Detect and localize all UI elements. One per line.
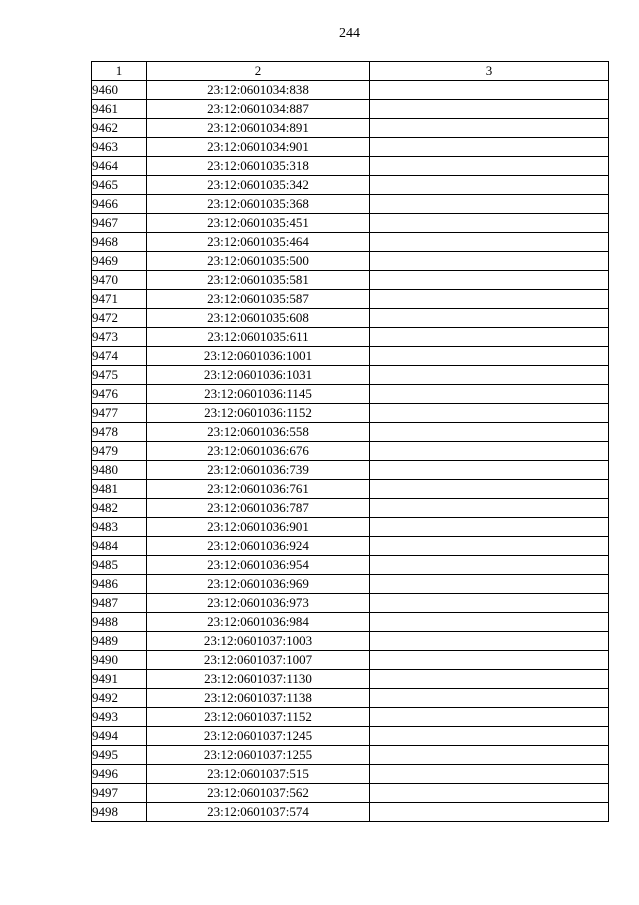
notes-cell bbox=[370, 556, 609, 575]
notes-cell bbox=[370, 119, 609, 138]
row-number-cell: 9471 bbox=[92, 290, 147, 309]
notes-cell bbox=[370, 290, 609, 309]
table-row bbox=[92, 385, 609, 404]
row-number-cell: 9490 bbox=[92, 651, 147, 670]
cadastral-table bbox=[91, 61, 609, 822]
cadastral-number-cell: 23:12:0601036:1001 bbox=[147, 347, 370, 366]
row-number-cell: 9481 bbox=[92, 480, 147, 499]
cadastral-number-cell: 23:12:0601036:1145 bbox=[147, 385, 370, 404]
row-number-cell: 9460 bbox=[92, 81, 147, 100]
notes-cell bbox=[370, 613, 609, 632]
cadastral-number-cell: 23:12:0601037:574 bbox=[147, 803, 370, 822]
table-row bbox=[92, 233, 609, 252]
notes-cell bbox=[370, 689, 609, 708]
cadastral-number-cell: 23:12:0601036:676 bbox=[147, 442, 370, 461]
notes-cell bbox=[370, 195, 609, 214]
notes-cell bbox=[370, 176, 609, 195]
row-number-cell: 9468 bbox=[92, 233, 147, 252]
cadastral-number-cell: 23:12:0601036:954 bbox=[147, 556, 370, 575]
row-number-cell: 9476 bbox=[92, 385, 147, 404]
cadastral-number-cell: 23:12:0601034:891 bbox=[147, 119, 370, 138]
row-number-cell: 9492 bbox=[92, 689, 147, 708]
table-row bbox=[92, 119, 609, 138]
notes-cell bbox=[370, 708, 609, 727]
table-row bbox=[92, 138, 609, 157]
cadastral-number-cell: 23:12:0601037:1138 bbox=[147, 689, 370, 708]
notes-cell bbox=[370, 347, 609, 366]
notes-cell bbox=[370, 214, 609, 233]
cadastral-number-cell: 23:12:0601035:451 bbox=[147, 214, 370, 233]
cadastral-number-cell: 23:12:0601035:342 bbox=[147, 176, 370, 195]
row-number-cell: 9482 bbox=[92, 499, 147, 518]
cadastral-number-cell: 23:12:0601037:1255 bbox=[147, 746, 370, 765]
column-header-1: 1 bbox=[92, 62, 147, 81]
notes-cell bbox=[370, 366, 609, 385]
notes-cell bbox=[370, 81, 609, 100]
row-number-cell: 9465 bbox=[92, 176, 147, 195]
table-row bbox=[92, 632, 609, 651]
table-row bbox=[92, 461, 609, 480]
notes-cell bbox=[370, 442, 609, 461]
cadastral-number-cell: 23:12:0601035:611 bbox=[147, 328, 370, 347]
cadastral-number-cell: 23:12:0601036:761 bbox=[147, 480, 370, 499]
notes-cell bbox=[370, 328, 609, 347]
row-number-cell: 9464 bbox=[92, 157, 147, 176]
row-number-cell: 9477 bbox=[92, 404, 147, 423]
table-row bbox=[92, 81, 609, 100]
row-number-cell: 9483 bbox=[92, 518, 147, 537]
row-number-cell: 9494 bbox=[92, 727, 147, 746]
column-header-3: 3 bbox=[370, 62, 609, 81]
row-number-cell: 9491 bbox=[92, 670, 147, 689]
cadastral-number-cell: 23:12:0601037:1152 bbox=[147, 708, 370, 727]
table-row bbox=[92, 195, 609, 214]
table-row bbox=[92, 594, 609, 613]
table-row bbox=[92, 100, 609, 119]
row-number-cell: 9488 bbox=[92, 613, 147, 632]
notes-cell bbox=[370, 271, 609, 290]
table-row bbox=[92, 366, 609, 385]
table-row bbox=[92, 537, 609, 556]
notes-cell bbox=[370, 746, 609, 765]
table-row bbox=[92, 252, 609, 271]
table-row bbox=[92, 442, 609, 461]
table-row bbox=[92, 708, 609, 727]
row-number-cell: 9467 bbox=[92, 214, 147, 233]
table-row bbox=[92, 651, 609, 670]
notes-cell bbox=[370, 727, 609, 746]
column-header-2: 2 bbox=[147, 62, 370, 81]
table-body bbox=[92, 81, 609, 822]
row-number-cell: 9474 bbox=[92, 347, 147, 366]
cadastral-number-cell: 23:12:0601035:581 bbox=[147, 271, 370, 290]
row-number-cell: 9475 bbox=[92, 366, 147, 385]
notes-cell bbox=[370, 499, 609, 518]
table-row bbox=[92, 404, 609, 423]
notes-cell bbox=[370, 138, 609, 157]
notes-cell bbox=[370, 423, 609, 442]
cadastral-number-cell: 23:12:0601037:1130 bbox=[147, 670, 370, 689]
table-row bbox=[92, 670, 609, 689]
cadastral-number-cell: 23:12:0601037:1245 bbox=[147, 727, 370, 746]
row-number-cell: 9462 bbox=[92, 119, 147, 138]
page-number: 244 bbox=[339, 26, 360, 41]
cadastral-number-cell: 23:12:0601034:887 bbox=[147, 100, 370, 119]
row-number-cell: 9497 bbox=[92, 784, 147, 803]
cadastral-number-cell: 23:12:0601037:1003 bbox=[147, 632, 370, 651]
table-row bbox=[92, 176, 609, 195]
table-row bbox=[92, 328, 609, 347]
table-row bbox=[92, 290, 609, 309]
table-row bbox=[92, 803, 609, 822]
row-number-cell: 9466 bbox=[92, 195, 147, 214]
notes-cell bbox=[370, 100, 609, 119]
cadastral-number-cell: 23:12:0601036:901 bbox=[147, 518, 370, 537]
table-row bbox=[92, 727, 609, 746]
cadastral-number-cell: 23:12:0601035:368 bbox=[147, 195, 370, 214]
cadastral-number-cell: 23:12:0601035:587 bbox=[147, 290, 370, 309]
cadastral-number-cell: 23:12:0601034:838 bbox=[147, 81, 370, 100]
notes-cell bbox=[370, 480, 609, 499]
cadastral-number-cell: 23:12:0601036:924 bbox=[147, 537, 370, 556]
table-row bbox=[92, 575, 609, 594]
cadastral-number-cell: 23:12:0601036:1031 bbox=[147, 366, 370, 385]
table-row bbox=[92, 556, 609, 575]
row-number-cell: 9487 bbox=[92, 594, 147, 613]
table-row bbox=[92, 347, 609, 366]
notes-cell bbox=[370, 252, 609, 271]
cadastral-number-cell: 23:12:0601035:318 bbox=[147, 157, 370, 176]
notes-cell bbox=[370, 385, 609, 404]
notes-cell bbox=[370, 518, 609, 537]
notes-cell bbox=[370, 157, 609, 176]
table-row bbox=[92, 309, 609, 328]
row-number-cell: 9493 bbox=[92, 708, 147, 727]
row-number-cell: 9461 bbox=[92, 100, 147, 119]
cadastral-number-cell: 23:12:0601036:739 bbox=[147, 461, 370, 480]
table-row bbox=[92, 214, 609, 233]
notes-cell bbox=[370, 461, 609, 480]
cadastral-number-cell: 23:12:0601036:973 bbox=[147, 594, 370, 613]
cadastral-number-cell: 23:12:0601036:984 bbox=[147, 613, 370, 632]
notes-cell bbox=[370, 309, 609, 328]
notes-cell bbox=[370, 632, 609, 651]
row-number-cell: 9496 bbox=[92, 765, 147, 784]
cadastral-number-cell: 23:12:0601037:562 bbox=[147, 784, 370, 803]
notes-cell bbox=[370, 765, 609, 784]
notes-cell bbox=[370, 594, 609, 613]
row-number-cell: 9485 bbox=[92, 556, 147, 575]
notes-cell bbox=[370, 784, 609, 803]
table-row bbox=[92, 746, 609, 765]
row-number-cell: 9470 bbox=[92, 271, 147, 290]
table-row bbox=[92, 423, 609, 442]
notes-cell bbox=[370, 670, 609, 689]
cadastral-number-cell: 23:12:0601037:515 bbox=[147, 765, 370, 784]
cadastral-number-cell: 23:12:0601035:500 bbox=[147, 252, 370, 271]
cadastral-number-cell: 23:12:0601035:608 bbox=[147, 309, 370, 328]
row-number-cell: 9473 bbox=[92, 328, 147, 347]
table-row bbox=[92, 271, 609, 290]
header-row bbox=[92, 62, 609, 81]
notes-cell bbox=[370, 404, 609, 423]
row-number-cell: 9479 bbox=[92, 442, 147, 461]
table-row bbox=[92, 784, 609, 803]
notes-cell bbox=[370, 575, 609, 594]
row-number-cell: 9480 bbox=[92, 461, 147, 480]
table-row bbox=[92, 499, 609, 518]
cadastral-number-cell: 23:12:0601037:1007 bbox=[147, 651, 370, 670]
cadastral-number-cell: 23:12:0601035:464 bbox=[147, 233, 370, 252]
table-row bbox=[92, 689, 609, 708]
row-number-cell: 9469 bbox=[92, 252, 147, 271]
cadastral-number-cell: 23:12:0601036:969 bbox=[147, 575, 370, 594]
row-number-cell: 9489 bbox=[92, 632, 147, 651]
notes-cell bbox=[370, 537, 609, 556]
cadastral-number-cell: 23:12:0601036:787 bbox=[147, 499, 370, 518]
notes-cell bbox=[370, 803, 609, 822]
row-number-cell: 9478 bbox=[92, 423, 147, 442]
notes-cell bbox=[370, 651, 609, 670]
table-row bbox=[92, 518, 609, 537]
cadastral-number-cell: 23:12:0601036:1152 bbox=[147, 404, 370, 423]
row-number-cell: 9463 bbox=[92, 138, 147, 157]
notes-cell bbox=[370, 233, 609, 252]
row-number-cell: 9484 bbox=[92, 537, 147, 556]
row-number-cell: 9495 bbox=[92, 746, 147, 765]
cadastral-number-cell: 23:12:0601034:901 bbox=[147, 138, 370, 157]
table-row bbox=[92, 157, 609, 176]
table-row bbox=[92, 480, 609, 499]
table-row bbox=[92, 765, 609, 784]
row-number-cell: 9486 bbox=[92, 575, 147, 594]
row-number-cell: 9498 bbox=[92, 803, 147, 822]
table-row bbox=[92, 613, 609, 632]
row-number-cell: 9472 bbox=[92, 309, 147, 328]
cadastral-number-cell: 23:12:0601036:558 bbox=[147, 423, 370, 442]
